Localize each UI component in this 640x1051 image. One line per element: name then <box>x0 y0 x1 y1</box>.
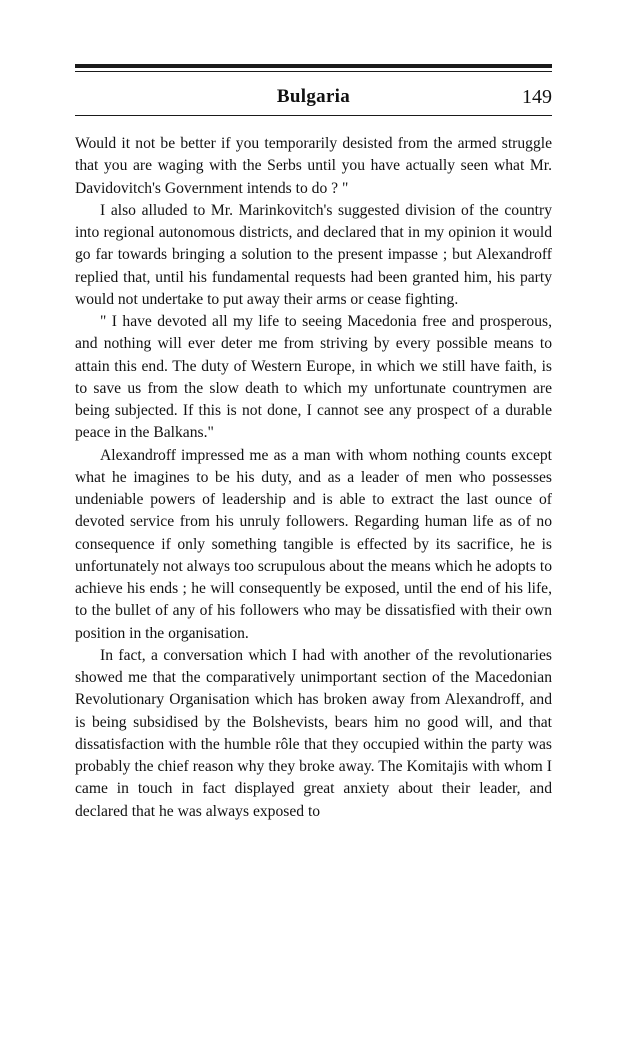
paragraph: I also alluded to Mr. Marinkovitch's suggested division of the country into regional autonomous districts, and declared that in my opinion it would go far towards bringing a solution to the present impasse ; but Alexandroff replied that, until his fundamental requests had been granted him, his party would not undertake to put away their arms or cease fighting. <box>75 201 552 308</box>
page-number: 149 <box>522 86 552 108</box>
paragraph: Would it not be better if you temporarily desisted from the armed struggle that you are waging with the Serbs until you have actually seen what Mr. Davidovitch's Government intends to do ? " <box>75 135 552 197</box>
header-rule-thin <box>75 71 552 72</box>
running-title: Bulgaria <box>276 86 351 107</box>
header-rule-thick <box>75 64 552 68</box>
running-head <box>75 84 552 110</box>
paragraph: " I have devoted all my life to seeing Macedonia free and prosperous, and nothing will ever deter me from striving by every possible means to attain this end. The duty of Western Europe, in which we still have faith, is to save us from the slow death to which my unfortunate countrymen are being subjected. If this is not done, I cannot see any prospect of a durable peace in the Balkans." <box>75 313 552 442</box>
paragraph: Alexandroff impressed me as a man with whom nothing counts except what he imagines to be his duty, and as a leader of men who possesses undeniable powers of leadership and is able to extract the last ounce of devoted service from his unruly followers. Regarding human life as of no consequence if only something tangible is effected by its sacrifice, he is unfortunately not always too scrupulous about the means which he adopts to achieve his ends ; he will consequently be exposed, until the end of his life, to the bullet of any of his followers who may be dissatisfied with their own position in the organisation. <box>75 446 552 642</box>
body-text <box>75 133 552 823</box>
header-rule-bottom <box>75 115 552 116</box>
paragraph: In fact, a conversation which I had with another of the revolutionaries showed me that the comparatively unimportant section of the Macedonian Revolutionary Organisation which has broken away from Alexandroff, and is being subsidised by the Bolshevists, bears him no good will, and that dissatisfaction with the humble rôle that they occupied within the party was probably the chief reason why they broke away. The Komitajis with whom I came in touch in fact displayed great anxiety about their leader, and declared that he was always exposed to <box>75 646 552 820</box>
